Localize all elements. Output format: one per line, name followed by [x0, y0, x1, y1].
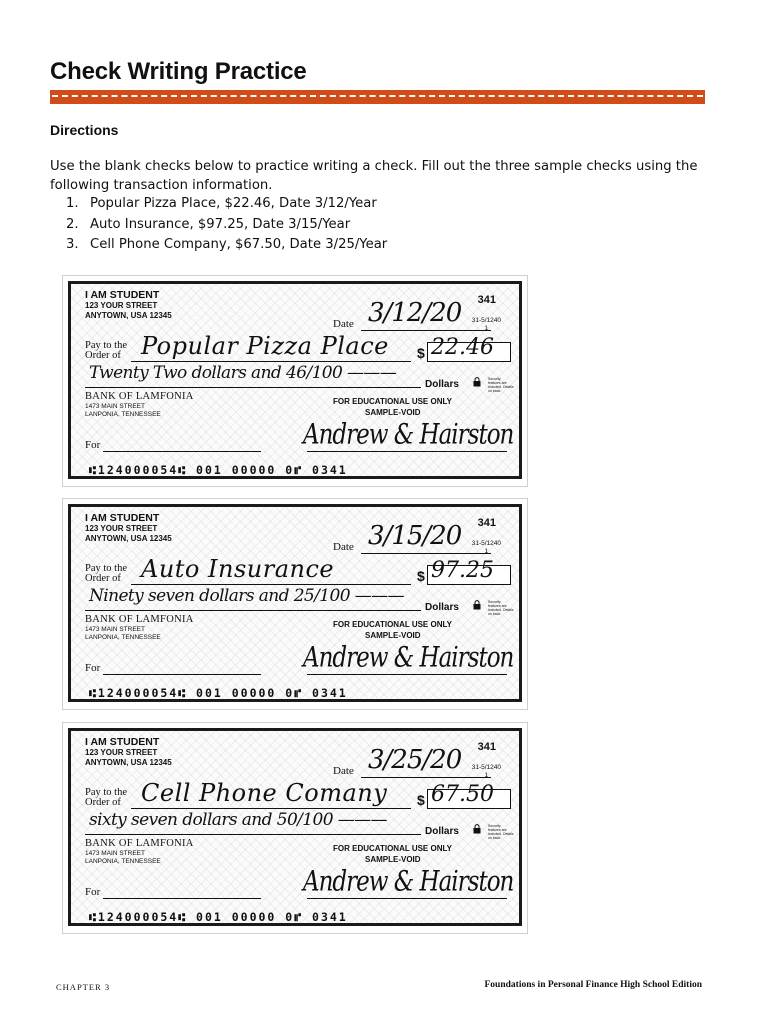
sample-void-notice: SAMPLE-VOID: [365, 408, 421, 417]
transaction-number: 3.: [66, 237, 79, 252]
memo-label: For: [85, 439, 101, 451]
date-label: Date: [333, 765, 354, 777]
date-label: Date: [333, 318, 354, 330]
sample-void-notice: SAMPLE-VOID: [365, 855, 421, 864]
account-holder-street: 123 YOUR STREET: [85, 748, 158, 757]
directions-heading: Directions: [50, 122, 119, 138]
signature-line: [307, 451, 507, 452]
signature-handwritten: Andrew & Hairston: [303, 642, 514, 674]
padlock-icon: [473, 377, 481, 387]
account-holder-name: I AM STUDENT: [85, 289, 160, 301]
amount-words-handwritten: sixty seven dollars and 50/100 ———: [89, 810, 387, 830]
amount-handwritten: 22.46: [431, 335, 494, 360]
routing-top: 31-5/1240: [471, 317, 501, 324]
title-underline-dashes: [52, 95, 703, 97]
transaction-text: Cell Phone Company, $67.50, Date 3/25/Year: [90, 237, 388, 252]
bank-street: 1473 MAIN STREET: [85, 850, 145, 857]
account-holder-name: I AM STUDENT: [85, 512, 160, 524]
payee-handwritten: Popular Pizza Place: [141, 332, 389, 360]
routing-top: 31-5/1240: [471, 540, 501, 547]
memo-label: For: [85, 662, 101, 674]
transaction-text: Popular Pizza Place, $22.46, Date 3/12/Year: [90, 196, 377, 211]
bank-name: BANK OF LAMFONIA: [85, 614, 194, 625]
pay-to-label-line1: Pay to the: [85, 787, 127, 798]
memo-line: [103, 898, 261, 899]
date-handwritten: 3/15/20: [368, 521, 462, 551]
footer-chapter: CHAPTER 3: [56, 982, 111, 992]
date-label: Date: [333, 541, 354, 553]
dollars-label: Dollars: [425, 602, 459, 613]
check-number: 341: [477, 517, 496, 529]
bank-name: BANK OF LAMFONIA: [85, 838, 194, 849]
amount-words-handwritten: Ninety seven dollars and 25/100 ———: [89, 586, 404, 606]
transaction-item: [66, 215, 387, 236]
payee-line: [131, 808, 411, 809]
bank-street: 1473 MAIN STREET: [85, 626, 145, 633]
pay-to-label: [85, 788, 127, 808]
date-handwritten: 3/12/20: [368, 298, 462, 328]
dollar-sign: $: [417, 568, 425, 584]
signature-handwritten: Andrew & Hairston: [303, 866, 514, 898]
account-holder-street: 123 YOUR STREET: [85, 524, 158, 533]
micr-line: ⑆124000054⑆ 001 00000 0⑈ 0341: [89, 910, 348, 924]
sample-check: [62, 275, 528, 487]
amount-words-line: [85, 387, 421, 388]
bank-street: 1473 MAIN STREET: [85, 403, 145, 410]
payee-line: [131, 584, 411, 585]
date-handwritten: 3/25/20: [368, 745, 462, 775]
pay-to-label-line2: Order of: [85, 350, 121, 361]
date-line: [361, 777, 491, 778]
signature-handwritten: Andrew & Hairston: [303, 419, 514, 451]
sample-check: [62, 722, 528, 934]
account-holder-city: ANYTOWN, USA 12345: [85, 534, 172, 543]
sample-check: [62, 498, 528, 710]
security-features-note: Security features are included. Details on back.: [488, 824, 514, 840]
transaction-text: Auto Insurance, $97.25, Date 3/15/Year: [90, 216, 351, 232]
check-face: [68, 281, 522, 479]
security-features-note: Security features are included. Details on back.: [488, 600, 514, 616]
pay-to-label: [85, 564, 127, 584]
signature-line: [307, 674, 507, 675]
check-number: 341: [477, 294, 496, 306]
date-line: [361, 553, 491, 554]
payee-handwritten: Cell Phone Comany: [141, 779, 388, 807]
pay-to-label-line1: Pay to the: [85, 340, 127, 351]
educational-use-notice: FOR EDUCATIONAL USE ONLY: [333, 844, 452, 853]
micr-line: ⑆124000054⑆ 001 00000 0⑈ 0341: [89, 463, 348, 477]
account-holder-city: ANYTOWN, USA 12345: [85, 311, 172, 320]
amount-handwritten: 67.50: [431, 782, 494, 807]
bank-city: LANPONIA, TENNESSEE: [85, 858, 161, 865]
padlock-icon: [473, 600, 481, 610]
transaction-item: [66, 235, 387, 256]
educational-use-notice: FOR EDUCATIONAL USE ONLY: [333, 620, 452, 629]
directions-text: Use the blank checks below to practice writing a check. Fill out the three sample checks using the following transaction information.: [50, 159, 698, 193]
bank-city: LANPONIA, TENNESSEE: [85, 634, 161, 641]
routing-bottom: 1: [484, 772, 489, 779]
amount-handwritten: 97.25: [431, 558, 494, 583]
payee-line: [131, 361, 411, 362]
dollars-label: Dollars: [425, 826, 459, 837]
pay-to-label-line2: Order of: [85, 797, 121, 808]
amount-words-line: [85, 610, 421, 611]
dollar-sign: $: [417, 345, 425, 361]
routing-top: 31-5/1240: [471, 764, 501, 771]
footer-book-title: Foundations in Personal Finance High School Edition: [484, 980, 702, 990]
transaction-number: 2.: [66, 216, 79, 232]
memo-line: [103, 674, 261, 675]
padlock-icon: [473, 824, 481, 834]
transaction-list: [66, 194, 387, 256]
check-face: [68, 728, 522, 926]
pay-to-label-line1: Pay to the: [85, 563, 127, 574]
account-holder-street: 123 YOUR STREET: [85, 301, 158, 310]
transaction-item: [66, 194, 387, 215]
memo-label: For: [85, 886, 101, 898]
amount-words-handwritten: Twenty Two dollars and 46/100 ———: [89, 363, 397, 383]
account-holder-name: I AM STUDENT: [85, 736, 160, 748]
pay-to-label-line2: Order of: [85, 573, 121, 584]
page-title: Check Writing Practice: [50, 58, 307, 85]
bank-city: LANPONIA, TENNESSEE: [85, 411, 161, 418]
bank-name: BANK OF LAMFONIA: [85, 391, 194, 402]
micr-line: ⑆124000054⑆ 001 00000 0⑈ 0341: [89, 686, 348, 700]
dollars-label: Dollars: [425, 379, 459, 390]
educational-use-notice: FOR EDUCATIONAL USE ONLY: [333, 397, 452, 406]
dollar-sign: $: [417, 792, 425, 808]
memo-line: [103, 451, 261, 452]
account-holder-city: ANYTOWN, USA 12345: [85, 758, 172, 767]
title-underline: [50, 90, 705, 104]
signature-line: [307, 898, 507, 899]
routing-bottom: 1: [484, 548, 489, 555]
sample-void-notice: SAMPLE-VOID: [365, 631, 421, 640]
routing-bottom: 1: [484, 325, 489, 332]
date-line: [361, 330, 491, 331]
pay-to-label: [85, 341, 127, 361]
transaction-number: 1.: [66, 196, 79, 211]
check-number: 341: [477, 741, 496, 753]
amount-words-line: [85, 834, 421, 835]
check-face: [68, 504, 522, 702]
payee-handwritten: Auto Insurance: [141, 555, 335, 583]
security-features-note: Security features are included. Details on back.: [488, 377, 514, 393]
